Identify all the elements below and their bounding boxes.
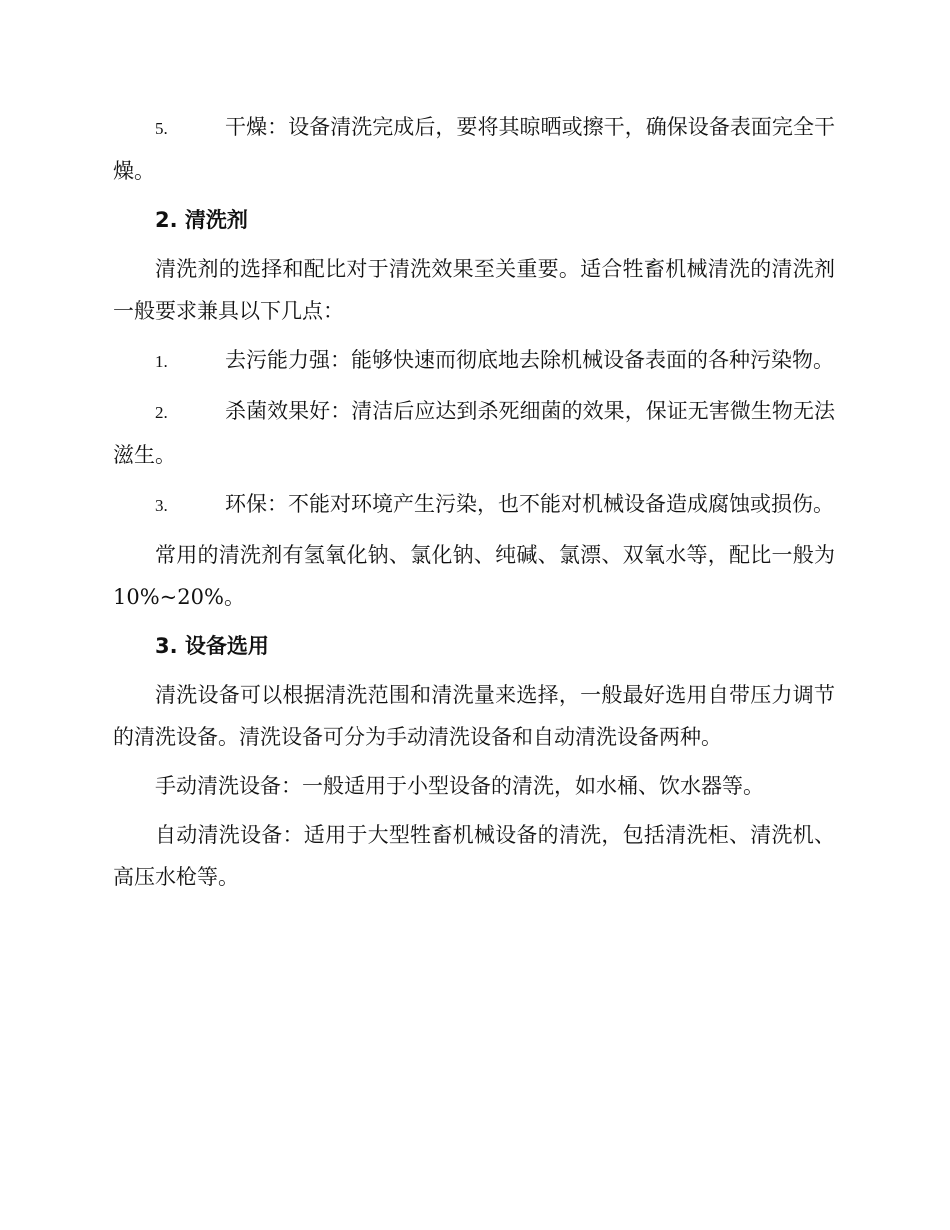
list-item-drying xyxy=(113,106,835,192)
list-item-text: 去污能力强：能够快速而彻底地去除机械设备表面的各种污染物。 xyxy=(225,348,834,372)
list-item-sterilization xyxy=(113,390,835,476)
list-item-text: 杀菌效果好：清洁后应达到杀死细菌的效果，保证无害微生物无法滋生。 xyxy=(113,399,835,467)
section-heading-equipment: 3. 设备选用 xyxy=(155,634,269,658)
paragraph-common-agents: 常用的清洗剂有氢氧化钠、氯化钠、纯碱、氯漂、双氧水等，配比一般为 10%~20%。 xyxy=(113,543,835,609)
list-item-decontamination xyxy=(113,339,835,383)
document-body xyxy=(113,106,835,905)
list-number: 2. xyxy=(155,403,168,422)
list-item-environmental xyxy=(113,483,835,527)
paragraph-automatic-equipment: 自动清洗设备：适用于大型牲畜机械设备的清洗，包括清洗柜、清洗机、高压水枪等。 xyxy=(113,823,835,889)
paragraph-equipment-selection: 清洗设备可以根据清洗范围和清洗量来选择，一般最好选用自带压力调节的清洗设备。清洗设备可分为手动清洗设备和自动清洗设备两种。 xyxy=(113,683,835,749)
paragraph-manual-equipment: 手动清洗设备：一般适用于小型设备的清洗，如水桶、饮水器等。 xyxy=(155,774,764,798)
section-heading-cleaning-agent: 2. 清洗剂 xyxy=(155,208,248,232)
paragraph-cleaning-agent-intro: 清洗剂的选择和配比对于清洗效果至关重要。适合牲畜机械清洗的清洗剂一般要求兼具以下几点： xyxy=(113,257,835,323)
list-number: 3. xyxy=(155,496,168,515)
list-number: 5. xyxy=(155,119,168,138)
list-number: 1. xyxy=(155,352,168,371)
list-item-text: 干燥：设备清洗完成后，要将其晾晒或擦干，确保设备表面完全干燥。 xyxy=(113,115,835,183)
list-item-text: 环保：不能对环境产生污染，也不能对机械设备造成腐蚀或损伤。 xyxy=(225,492,834,516)
